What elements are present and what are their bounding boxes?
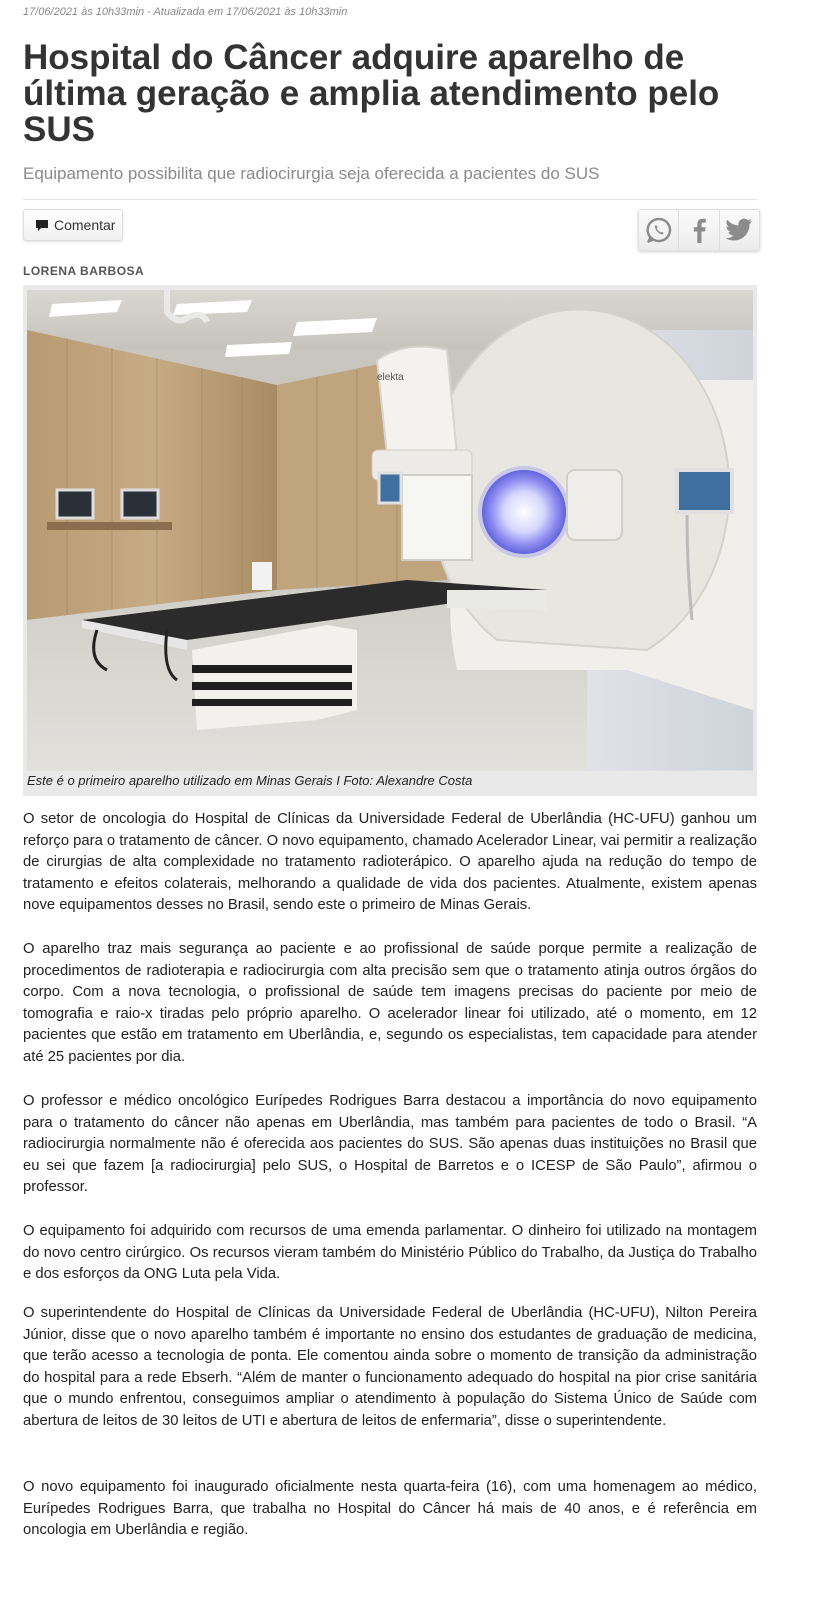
share-whatsapp-button[interactable] — [639, 210, 679, 250]
speech-bubble-icon — [35, 219, 49, 232]
article-figure — [23, 285, 757, 796]
article-paragraph-6: O novo equipamento foi inaugurado oficialmente nesta quarta-feira (16), com uma homenagem ao médico, Eurípedes Rodrigues Barra, que trabalha no Hospital do Câncer há mais de 40 anos, e é referência em oncologia em Uberlândia e região. — [23, 1479, 757, 1539]
article-paragraph-4: O equipamento foi adquirido com recursos de uma emenda parlamentar. O dinheiro foi utilizado na montagem do novo centro cirúrgico. Os recursos vieram também do Ministério Público do Trabalho, da Justiça do Trabalho e dos esforços da ONG Luta pela Vida. — [23, 1223, 757, 1283]
twitter-icon — [725, 218, 753, 242]
whatsapp-icon — [645, 216, 673, 244]
share-facebook-button[interactable] — [679, 210, 719, 250]
comment-button[interactable] — [23, 209, 123, 241]
photo-caption: Este é o primeiro aparelho utilizado em Minas Gerais I Foto: Alexandre Costa — [27, 773, 473, 788]
comment-button-label: Comentar — [54, 217, 116, 233]
article-paragraph-3: O professor e médico oncológico Eurípedes Rodrigues Barra destacou a importância do novo equipamento para o tratamento do câncer não apenas em Uberlândia, mas também para pacientes de todo o Brasil. “A radiocirurgia normalmente não é oferecida aos pacientes do SUS. São apenas duas instituições no Brasil que eu sei que fazem [a radiocirurgia] pelo SUS, o Hospital de Barretos e o ICESP de São Paulo”, afirmou o professor. — [23, 1093, 757, 1196]
article-author: LORENA BARBOSA — [23, 264, 145, 278]
elekta-logo: elekta — [377, 372, 404, 383]
header-divider — [23, 199, 757, 200]
share-twitter-button[interactable] — [720, 210, 759, 250]
article-paragraph-1: O setor de oncologia do Hospital de Clínicas da Universidade Federal de Uberlândia (HC-UFU) ganhou um reforço para o tratamento de câncer. O novo equipamento, chamado Acelerador Linear, vai permitir a realização de cirurgias de alta complexidade no tratamento radioterápico. O aparelho ajuda na redução do tempo de tratamento e efeitos colaterais, melhorando a qualidade de vida dos pacientes. Atualmente, existem apenas nove equipamentos desses no Brasil, sendo este o primeiro de Minas Gerais. — [23, 811, 757, 914]
article-dateline: 17/06/2021 às 10h33min - Atualizada em 17/06/2021 às 10h33min — [23, 6, 348, 18]
article-title: Hospital do Câncer adquire aparelho de última geração e amplia atendimento pelo SUS — [23, 38, 720, 149]
article-paragraph-5: O superintendente do Hospital de Clínicas da Universidade Federal de Uberlândia (HC-UFU), Nilton Pereira Júnior, disse que o novo aparelho também é importante no ensino dos estudantes de graduação de medicina, que terão acesso a tecnologia de ponta. Ele comentou ainda sobre o momento de transição da administração do hospital para a rede Ebserh. “Além de manter o funcionamento adequado do hospital na pior crise sanitária que o mundo enfrentou, conseguimos ampliar o atendimento à população do Sistema Único de Saúde com abertura de leitos de 30 leitos de UTI e abertura de leitos de enfermaria”, disse o superintendente. — [23, 1305, 757, 1429]
linear-accelerator-photo — [27, 290, 753, 771]
article-subtitle: Equipamento possibilita que radiocirurgia seja oferecida a pacientes do SUS — [23, 164, 600, 183]
article-paragraph-2: O aparelho traz mais segurança ao paciente e ao profissional de saúde porque permite a realização de procedimentos de radioterapia e radiocirurgia com alta precisão sem que o tratamento atinja outros órgãos do corpo. Com a nova tecnologia, o profissional de saúde tem imagens precisas do paciente por meio de tomografia e raio-x tiradas pelo próprio aparelho. O acelerador linear foi utilizado, até o momento, em 12 pacientes que estão em tratamento em Uberlândia, e, segundo os especialistas, tem capacidade para atender até 25 pacientes por dia. — [23, 941, 757, 1065]
facebook-icon — [691, 217, 707, 243]
share-bar — [638, 209, 760, 251]
